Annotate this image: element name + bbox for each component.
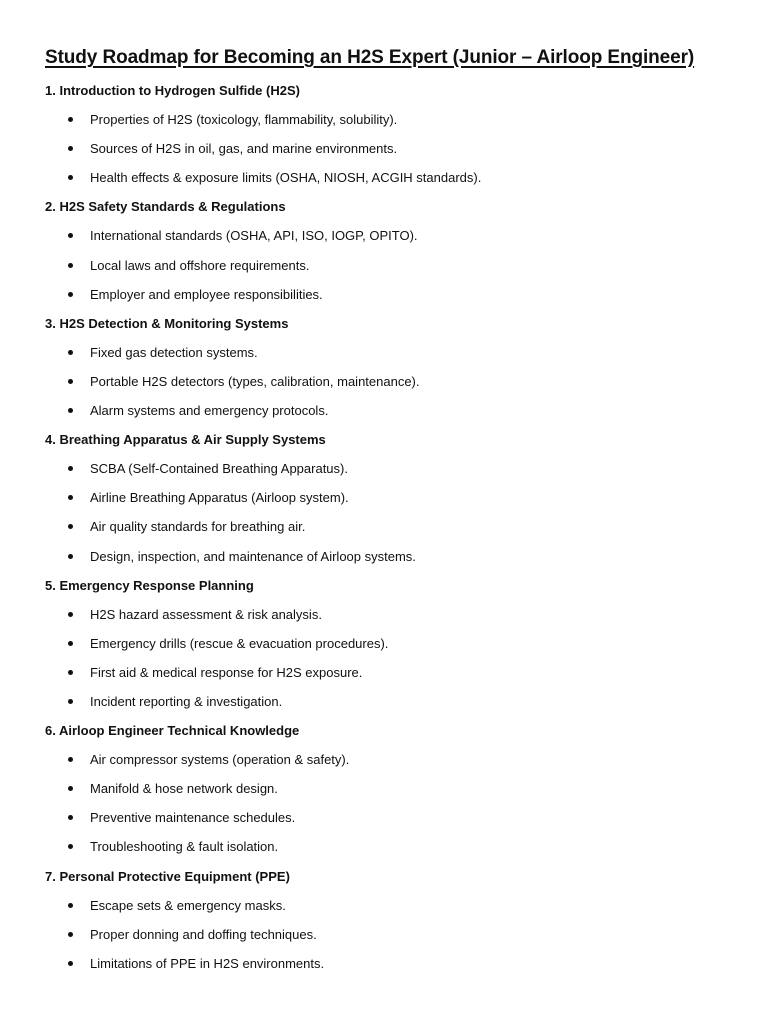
section-heading: 2. H2S Safety Standards & Regulations xyxy=(45,199,286,215)
bullet-text: First aid & medical response for H2S exposure. xyxy=(90,664,363,680)
bullet-item xyxy=(45,454,735,483)
bullet-text: International standards (OSHA, API, ISO, IOGP, OPITO). xyxy=(90,228,418,244)
bullet-icon xyxy=(68,175,73,180)
bullet-icon xyxy=(68,903,73,908)
bullet-text: Sources of H2S in oil, gas, and marine environments. xyxy=(90,141,398,157)
bullet-text: Limitations of PPE in H2S environments. xyxy=(90,955,325,971)
bullet-item xyxy=(45,745,735,774)
bullet-text: Manifold & hose network design. xyxy=(90,781,278,797)
bullet-icon xyxy=(68,292,73,297)
bullet-icon xyxy=(68,815,73,820)
bullet-text: Design, inspection, and maintenance of Airloop systems. xyxy=(90,548,416,564)
bullet-text: Escape sets & emergency masks. xyxy=(90,897,286,913)
bullet-text: Health effects & exposure limits (OSHA, NIOSH, ACGIH standards). xyxy=(90,170,482,186)
bullet-icon xyxy=(68,786,73,791)
bullet-icon xyxy=(68,379,73,384)
bullet-icon xyxy=(68,699,73,704)
bullet-item xyxy=(45,338,735,367)
bullet-icon xyxy=(68,612,73,617)
bullet-icon xyxy=(68,233,73,238)
section-2 xyxy=(45,192,735,308)
section-3 xyxy=(45,309,735,425)
bullet-icon xyxy=(68,117,73,122)
bullet-icon xyxy=(68,524,73,529)
section-4 xyxy=(45,425,735,570)
bullet-icon xyxy=(68,554,73,559)
bullet-item xyxy=(45,687,735,716)
bullet-text: SCBA (Self-Contained Breathing Apparatus). xyxy=(90,461,348,477)
bullet-item xyxy=(45,483,735,512)
section-7 xyxy=(45,862,735,978)
bullet-icon xyxy=(68,641,73,646)
bullet-item xyxy=(45,629,735,658)
document-page xyxy=(45,44,735,978)
bullet-text: H2S hazard assessment & risk analysis. xyxy=(90,606,322,622)
bullet-icon xyxy=(68,466,73,471)
bullet-text: Employer and employee responsibilities. xyxy=(90,286,323,302)
bullet-list xyxy=(45,221,735,308)
bullet-text: Airline Breathing Apparatus (Airloop system). xyxy=(90,490,349,506)
section-heading: 7. Personal Protective Equipment (PPE) xyxy=(45,868,290,884)
bullet-item xyxy=(45,920,735,949)
section-heading: 3. H2S Detection & Monitoring Systems xyxy=(45,315,289,331)
bullet-item xyxy=(45,658,735,687)
bullet-item xyxy=(45,542,735,571)
bullet-list xyxy=(45,454,735,570)
bullet-text: Portable H2S detectors (types, calibration, maintenance). xyxy=(90,373,420,389)
bullet-text: Emergency drills (rescue & evacuation procedures). xyxy=(90,635,389,651)
bullet-list xyxy=(45,891,735,978)
bullet-icon xyxy=(68,670,73,675)
bullet-item xyxy=(45,105,735,134)
section-heading: 1. Introduction to Hydrogen Sulfide (H2S) xyxy=(45,83,300,98)
bullet-item xyxy=(45,774,735,803)
bullet-list xyxy=(45,338,735,425)
bullet-item xyxy=(45,512,735,541)
bullet-text: Fixed gas detection systems. xyxy=(90,344,258,360)
bullet-icon xyxy=(68,263,73,268)
bullet-text: Air quality standards for breathing air. xyxy=(90,519,306,535)
bullet-item xyxy=(45,163,735,192)
section-6 xyxy=(45,716,735,861)
section-heading: 4. Breathing Apparatus & Air Supply Systems xyxy=(45,432,326,448)
bullet-list xyxy=(45,600,735,716)
bullet-item xyxy=(45,280,735,309)
sections-container xyxy=(45,76,735,978)
bullet-text: Properties of H2S (toxicology, flammability, solubility). xyxy=(90,112,398,128)
bullet-icon xyxy=(68,844,73,849)
bullet-item xyxy=(45,134,735,163)
bullet-text: Incident reporting & investigation. xyxy=(90,693,283,709)
bullet-item xyxy=(45,832,735,861)
bullet-item xyxy=(45,949,735,978)
bullet-text: Alarm systems and emergency protocols. xyxy=(90,403,329,419)
bullet-item xyxy=(45,251,735,280)
bullet-item xyxy=(45,396,735,425)
bullet-text: Air compressor systems (operation & safety). xyxy=(90,752,350,768)
section-1 xyxy=(45,76,735,192)
bullet-text: Local laws and offshore requirements. xyxy=(90,257,310,273)
bullet-icon xyxy=(68,757,73,762)
bullet-list xyxy=(45,105,735,192)
bullet-item xyxy=(45,600,735,629)
bullet-icon xyxy=(68,350,73,355)
bullet-item xyxy=(45,367,735,396)
document-title: Study Roadmap for Becoming an H2S Expert (Junior – Airloop Engineer) xyxy=(45,47,695,68)
section-heading: 5. Emergency Response Planning xyxy=(45,577,254,593)
bullet-icon xyxy=(68,961,73,966)
bullet-text: Proper donning and doffing techniques. xyxy=(90,926,317,942)
bullet-icon xyxy=(68,932,73,937)
section-5 xyxy=(45,571,735,716)
bullet-icon xyxy=(68,495,73,500)
bullet-text: Preventive maintenance schedules. xyxy=(90,810,296,826)
bullet-text: Troubleshooting & fault isolation. xyxy=(90,839,279,855)
bullet-item xyxy=(45,803,735,832)
bullet-item xyxy=(45,221,735,250)
bullet-item xyxy=(45,891,735,920)
bullet-list xyxy=(45,745,735,861)
section-heading: 6. Airloop Engineer Technical Knowledge xyxy=(45,723,300,739)
bullet-icon xyxy=(68,408,73,413)
bullet-icon xyxy=(68,146,73,151)
